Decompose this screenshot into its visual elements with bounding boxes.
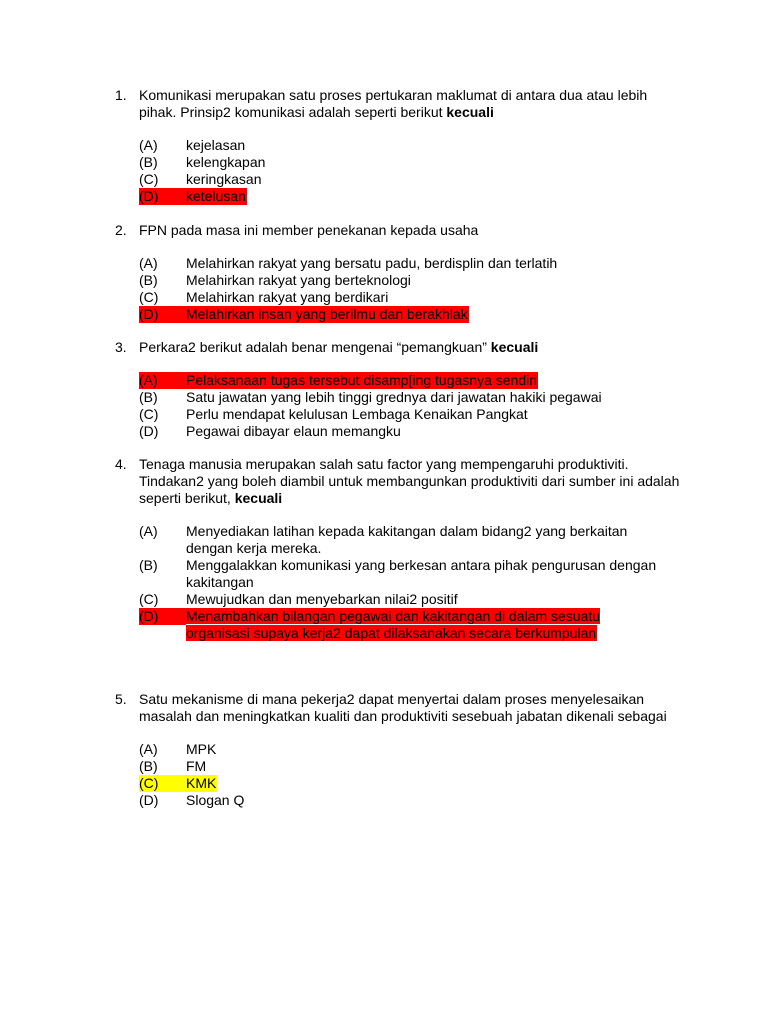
- option-d-answer: [139, 188, 685, 205]
- question-number: 5.: [115, 691, 127, 707]
- question-2: [115, 222, 685, 323]
- answer-highlight: (C) KMK: [139, 775, 217, 791]
- answer-highlight: (D) ketelusan: [139, 188, 246, 204]
- question-text: Satu mekanisme di mana pekerja2 dapat menyertai dalam proses menyelesaikan masalah dan meningkatkan kualiti dan produktiviti sesebuah jabatan dikenali sebagai: [139, 691, 667, 724]
- option-a: (A) kejelasan: [139, 137, 246, 153]
- option-b: (B) Melahirkan rakyat yang berteknologi: [139, 272, 411, 288]
- question-text: FPN pada masa ini member penekanan kepada usaha: [139, 222, 479, 238]
- question-text: Komunikasi merupakan satu proses pertukaran maklumat di antara dua atau lebih pihak. Prinsip2 komunikasi adalah seperti berikut kecuali: [139, 87, 648, 120]
- question-number: 3.: [115, 339, 127, 355]
- option-c-answer: [139, 775, 685, 792]
- question-emphasis: kecuali: [446, 104, 494, 120]
- answer-highlight-letter: (D): [139, 608, 186, 625]
- option-b: (B) FM: [139, 758, 207, 774]
- question-1: [115, 87, 685, 205]
- answer-highlight: (D) Melahirkan insan yang berilmu dan berakhlak: [139, 306, 468, 322]
- option-b: (B) kelengkapan: [139, 154, 266, 170]
- option-b: (B) Menggalakkan komunikasi yang berkesan antara pihak pengurusan dengan kakitangan: [139, 557, 657, 590]
- question-number: 2.: [115, 222, 127, 238]
- options-list: [139, 523, 685, 642]
- option-c: (C) Melahirkan rakyat yang berdikari: [139, 289, 389, 305]
- question-4: [115, 456, 685, 642]
- option-d-answer: [139, 306, 685, 323]
- question-text: Perkara2 berikut adalah benar mengenai “pemangkuan” kecuali: [139, 339, 539, 355]
- options-list: [139, 741, 685, 809]
- options-list: [139, 372, 685, 440]
- options-list: [139, 255, 685, 323]
- option-a: (A) Melahirkan rakyat yang bersatu padu, berdisplin dan terlatih: [139, 255, 558, 271]
- option-b: (B) Satu jawatan yang lebih tinggi grednya dari jawatan hakiki pegawai: [139, 389, 602, 405]
- question-number: 1.: [115, 87, 127, 103]
- answer-highlight: Menambahkan bilangan pegawai dan kakitangan di dalam sesuatu organisasi supaya kerja2 dapat dilaksanakan secara berkumpulan: [186, 608, 601, 641]
- question-emphasis: kecuali: [490, 339, 539, 355]
- option-c: (C) keringkasan: [139, 171, 262, 187]
- question-text: Tenaga manusia merupakan salah satu factor yang mempengaruhi produktiviti. Tindakan2 yang boleh diambil untuk membangunkan produktiviti dari sumber ini adalah seperti berikut, kecuali: [139, 456, 680, 506]
- option-d: (D) Pegawai dibayar elaun memangku: [139, 423, 401, 439]
- option-d: (D) Slogan Q: [139, 792, 245, 808]
- options-list: [139, 137, 685, 205]
- option-c: (C) Mewujudkan dan menyebarkan nilai2 positif: [139, 591, 458, 607]
- option-c: (C) Perlu mendapat kelulusan Lembaga Kenaikan Pangkat: [139, 406, 528, 422]
- question-5: [115, 691, 685, 809]
- question-3: [115, 339, 685, 440]
- option-d-answer: [139, 608, 685, 642]
- question-emphasis: kecuali: [234, 490, 283, 506]
- option-a-answer: [139, 372, 685, 389]
- option-a: (A) Menyediakan latihan kepada kakitangan dalam bidang2 yang berkaitan dengan kerja mereka.: [139, 523, 628, 556]
- answer-highlight: (A) Pelaksanaan tugas tersebut disamp[ing tugasnya sendiri: [139, 372, 537, 388]
- question-number: 4.: [115, 456, 127, 472]
- option-a: (A) MPK: [139, 741, 217, 757]
